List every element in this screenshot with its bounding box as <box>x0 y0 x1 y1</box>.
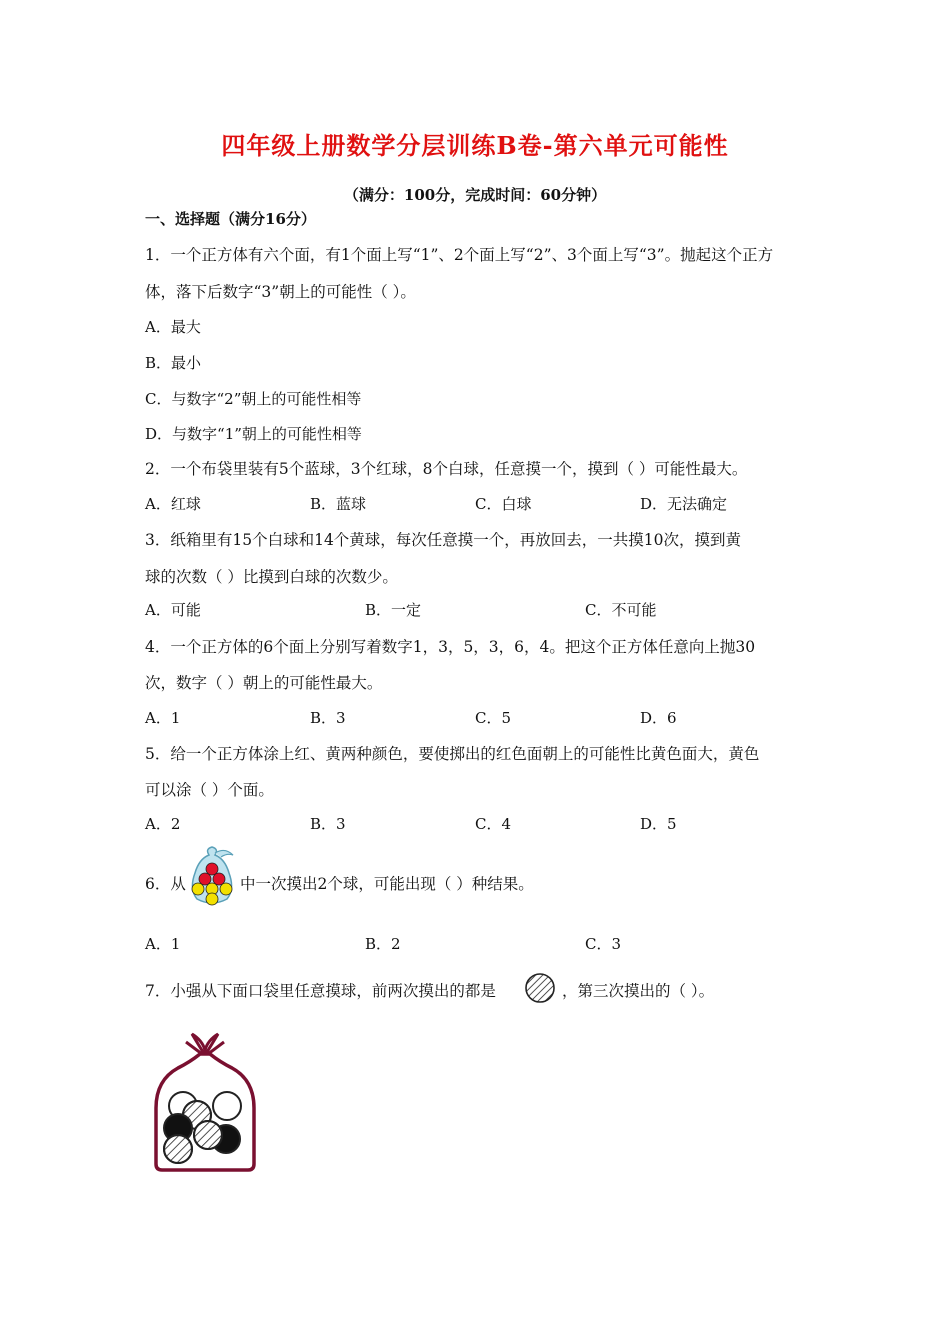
q1-option-a: A．最大 <box>145 318 201 336</box>
question-4-line-1: 4．一个正方体的6个面上分别写着数字1，3，5，3，6，4。把这个正方体任意向上抛30 <box>145 638 756 656</box>
question-6-line-1 <box>145 872 186 894</box>
question-7-prefix: 7．小强从下面口袋里任意摸球，前两次摸出的都是 <box>145 982 496 1000</box>
page-title: 四年级上册数学分层训练B卷-第六单元可能性 <box>221 131 729 160</box>
q5-option-b: B．3 <box>310 815 346 833</box>
question-5-line-2: 可以涂（ ）个面。 <box>145 781 274 799</box>
question-3-line-2: 球的次数（ ）比摸到白球的次数少。 <box>145 568 398 586</box>
q2-option-c: C．白球 <box>475 495 532 513</box>
section-heading: 一、选择题（满分16分） <box>145 210 316 228</box>
ball-bag-icon <box>185 845 239 907</box>
q4-option-c: C．5 <box>475 709 512 727</box>
question-2-line-1: 2．一个布袋里装有5个蓝球，3个红球，8个白球，任意摸一个，摸到（ ）可能性最大。 <box>145 460 748 478</box>
q2-option-b: B．蓝球 <box>310 495 367 513</box>
q1-option-c: C．与数字“2”朝上的可能性相等 <box>145 390 362 408</box>
q4-option-b: B．3 <box>310 709 346 727</box>
q3-option-b: B．一定 <box>365 601 422 619</box>
question-5-line-1: 5．给一个正方体涂上红、黄两种颜色，要使掷出的红色面朝上的可能性比黄色面大，黄色 <box>145 745 760 763</box>
question-7-suffix: ，第三次摸出的（ ）。 <box>562 982 715 1000</box>
q2-option-a: A．红球 <box>145 495 201 513</box>
q5-option-c: C．4 <box>475 815 512 833</box>
q5-option-a: A．2 <box>145 815 181 833</box>
question-3-line-1: 3．纸箱里有15个白球和14个黄球，每次任意摸一个，再放回去，一共摸10次，摸到黄 <box>145 531 742 549</box>
q1-option-b: B．最小 <box>145 354 202 372</box>
q6-option-a: A．1 <box>145 935 181 953</box>
question-1-line-2: 体，落下后数字“3”朝上的可能性（ ）。 <box>145 283 416 301</box>
exam-info: （满分：100分，完成时间：60分钟） <box>343 186 607 204</box>
question-4-line-2: 次，数字（ ）朝上的可能性最大。 <box>145 674 383 692</box>
q3-option-a: A．可能 <box>145 601 201 619</box>
q6-option-c: C．3 <box>585 935 622 953</box>
q6-option-b: B．2 <box>365 935 401 953</box>
question-6-suffix: 中一次摸出2个球，可能出现（ ）种结果。 <box>240 875 534 893</box>
q4-option-a: A．1 <box>145 709 181 727</box>
q5-option-d: D．5 <box>640 815 677 833</box>
q3-option-c: C．不可能 <box>585 601 657 619</box>
q4-option-d: D．6 <box>640 709 677 727</box>
striped-ball-icon <box>524 972 556 1004</box>
question-6-prefix: 6．从 <box>145 875 186 893</box>
q1-option-d: D．与数字“1”朝上的可能性相等 <box>145 425 362 443</box>
ball-bag-illustration <box>150 1028 260 1174</box>
q2-option-d: D．无法确定 <box>640 495 728 513</box>
question-1-line-1: 1．一个正方体有六个面，有1个面上写“1”、2个面上写“2”、3个面上写“3”。抛起这个正方 <box>145 246 774 264</box>
